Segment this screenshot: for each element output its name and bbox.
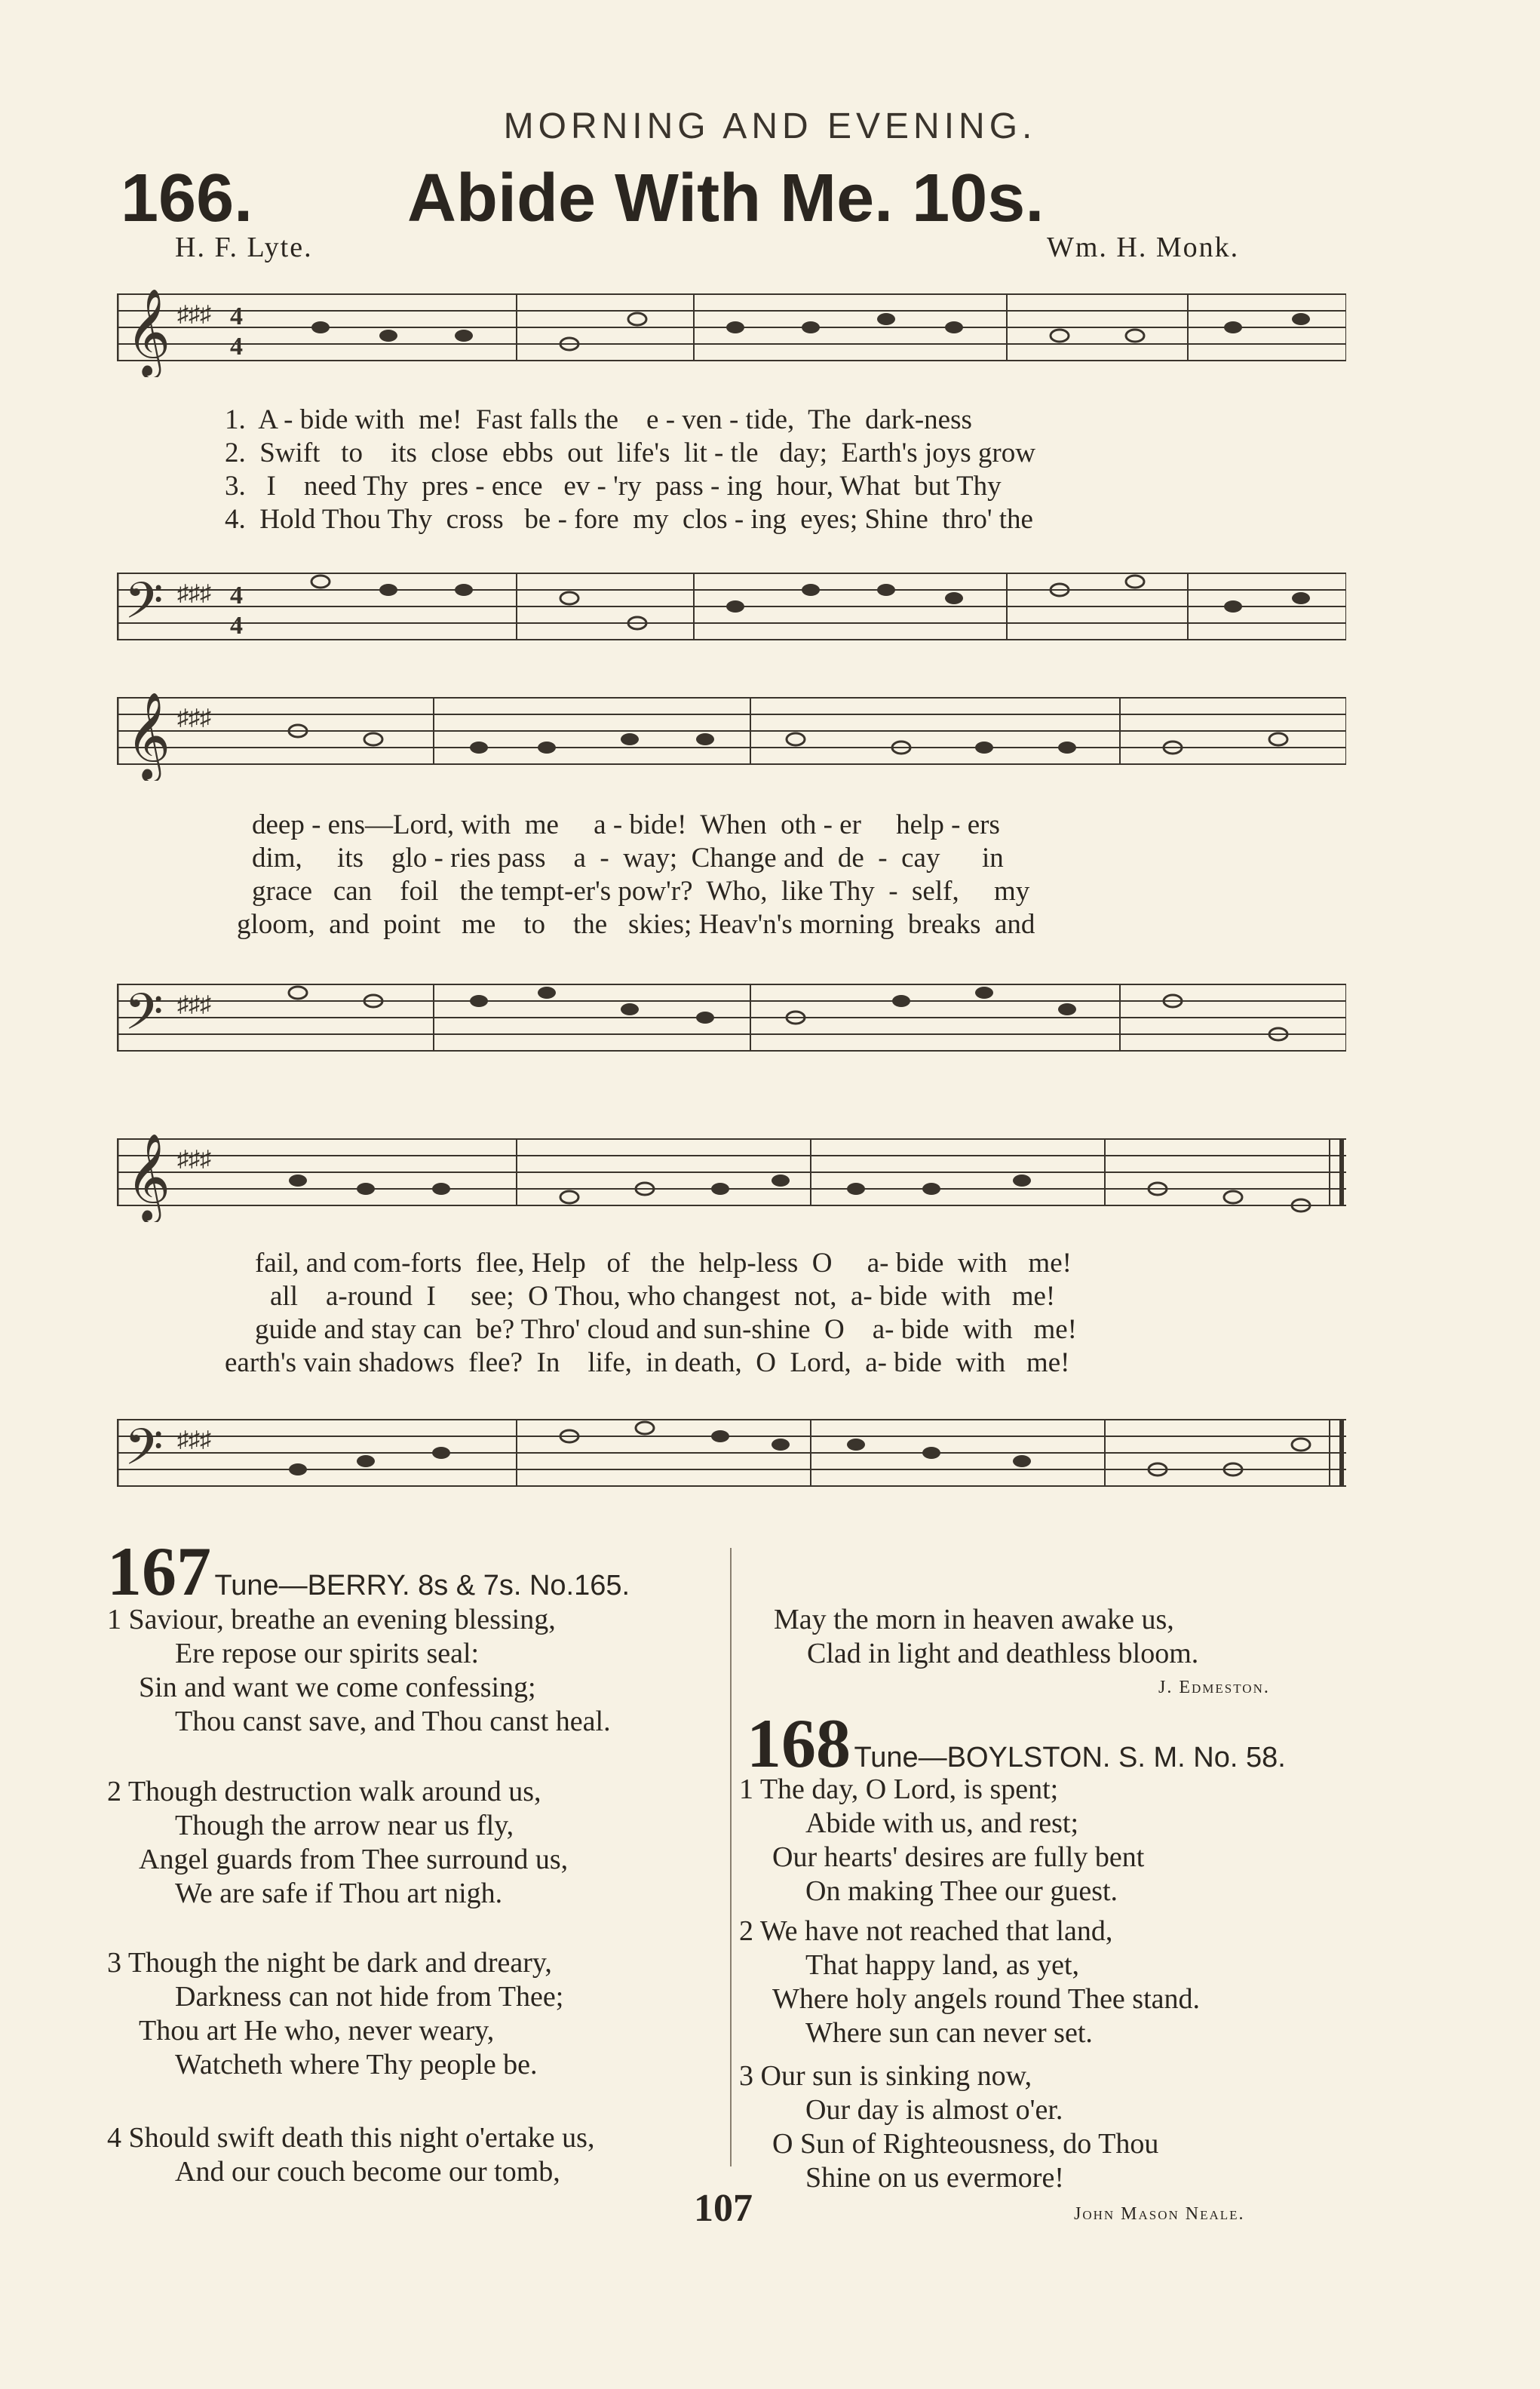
- hymn-168-tune: Tune—BOYLSTON. S. M. No. 58.: [854, 1742, 1286, 1773]
- stanza-line: And our couch become our tomb,: [175, 2156, 560, 2188]
- stanza-line: 2 We have not reached that land,: [739, 1915, 1113, 1947]
- hymn-167-number: 167: [107, 1533, 211, 1610]
- stanza-line: Where holy angels round Thee stand.: [772, 1983, 1201, 2015]
- verse-line: dim, its glo - ries pass a - way; Change and de - cay in: [252, 843, 1004, 874]
- stanza-line: Our hearts' desires are fully bent: [772, 1841, 1145, 1873]
- stanza-line: Shine on us evermore!: [805, 2162, 1064, 2194]
- verse-line: all a-round I see; O Thou, who changest not, a- bide with me!: [270, 1281, 1056, 1312]
- stanza-line: Our day is almost o'er.: [805, 2094, 1063, 2126]
- hymn-166-author: H. F. Lyte.: [175, 232, 313, 263]
- stanza-line: Though the arrow near us fly,: [175, 1810, 514, 1841]
- hymn-167-credit: J. Edmeston.: [1158, 1678, 1270, 1697]
- hymn-167-heading: [107, 1531, 630, 1611]
- stanza-line: Abide with us, and rest;: [805, 1807, 1079, 1839]
- treble-staff-2: [117, 683, 1346, 781]
- hymn-168-heading: [747, 1703, 1286, 1783]
- verse-line: deep - ens—Lord, with me a - bide! When oth - er help - ers: [252, 809, 1000, 840]
- hymn-166-composer: Wm. H. Monk.: [1047, 232, 1240, 263]
- svg-text:♯♯♯: ♯♯♯: [177, 705, 211, 730]
- svg-text:𝄢: 𝄢: [124, 1421, 164, 1488]
- section-heading: MORNING AND EVENING.: [503, 106, 1037, 146]
- stanza-line: Watcheth where Thy people be.: [175, 2049, 538, 2080]
- hymn-168-number: 168: [747, 1705, 851, 1782]
- hymn-166-title: Abide With Me. 10s.: [407, 161, 1045, 236]
- stanza-line: We are safe if Thou art nigh.: [175, 1878, 503, 1909]
- svg-text:𝄞: 𝄞: [126, 290, 171, 374]
- hymn-166-number: 166.: [121, 161, 253, 236]
- verse-line: 3. I need Thy pres - ence ev - 'ry pass - ing hour, What but Thy: [225, 471, 1002, 502]
- svg-text:4: 4: [230, 302, 243, 330]
- stanza-line: Angel guards from Thee surround us,: [139, 1844, 569, 1875]
- svg-text:𝄢: 𝄢: [124, 575, 164, 641]
- bass-staff-1: [117, 558, 1346, 656]
- hymn-168-credit: John Mason Neale.: [1074, 2204, 1245, 2224]
- verse-line: guide and stay can be? Thro' cloud and sun-shine O a- bide with me!: [255, 1314, 1078, 1345]
- treble-staff-1: [117, 279, 1346, 377]
- hymn-167-tune: Tune—BERRY. 8s & 7s. No.165.: [214, 1570, 630, 1601]
- verse-line: 2. Swift to its close ebbs out life's lit - tle day; Earth's joys grow: [225, 438, 1035, 468]
- svg-text:4: 4: [230, 612, 243, 640]
- stanza-line: 3 Our sun is sinking now,: [739, 2060, 1032, 2092]
- svg-text:♯♯♯: ♯♯♯: [177, 302, 211, 327]
- verse-line: earth's vain shadows flee? In life, in death, O Lord, a- bide with me!: [225, 1347, 1070, 1378]
- svg-text:♯♯♯: ♯♯♯: [177, 992, 211, 1017]
- stanza-line: O Sun of Righteousness, do Thou: [772, 2128, 1159, 2160]
- stanza-line: 3 Though the night be dark and dreary,: [107, 1947, 552, 1979]
- svg-text:4: 4: [230, 582, 243, 610]
- stanza-line: May the morn in heaven awake us,: [774, 1604, 1174, 1635]
- svg-text:4: 4: [230, 333, 243, 361]
- stanza-line: Thou art He who, never weary,: [139, 2015, 495, 2047]
- svg-text:𝄞: 𝄞: [126, 1135, 171, 1219]
- svg-text:𝄞: 𝄞: [126, 694, 171, 778]
- stanza-line: Darkness can not hide from Thee;: [175, 1981, 564, 2013]
- stanza-line: Thou canst save, and Thou canst heal.: [175, 1706, 611, 1737]
- stanza-line: 4 Should swift death this night o'ertake us,: [107, 2122, 595, 2154]
- verse-line: 1. A - bide with me! Fast falls the e - ven - tide, The dark-ness: [225, 404, 972, 435]
- stanza-line: On making Thee our guest.: [805, 1875, 1118, 1907]
- svg-text:♯♯♯: ♯♯♯: [177, 581, 211, 606]
- stanza-line: Ere repose our spirits seal:: [175, 1638, 480, 1669]
- stanza-line: Clad in light and deathless bloom.: [807, 1638, 1199, 1669]
- column-divider: [730, 1548, 732, 2166]
- stanza-line: 1 The day, O Lord, is spent;: [739, 1773, 1059, 1805]
- verse-line: gloom, and point me to the skies; Heav'n's morning breaks and: [237, 909, 1035, 940]
- verse-line: fail, and com-forts flee, Help of the help-less O a- bide with me!: [255, 1248, 1072, 1279]
- verse-line: grace can foil the tempt-er's pow'r? Who, like Thy - self, my: [252, 876, 1030, 907]
- svg-text:♯♯♯: ♯♯♯: [177, 1147, 211, 1171]
- bass-staff-2: [117, 969, 1346, 1067]
- verse-line: 4. Hold Thou Thy cross be - fore my clos - ing eyes; Shine thro' the: [225, 504, 1033, 535]
- svg-text:♯♯♯: ♯♯♯: [177, 1427, 211, 1452]
- stanza-line: Where sun can never set.: [805, 2017, 1093, 2049]
- stanza-line: 2 Though destruction walk around us,: [107, 1776, 541, 1807]
- treble-staff-3: [117, 1124, 1346, 1222]
- svg-text:𝄢: 𝄢: [124, 986, 164, 1052]
- stanza-line: 1 Saviour, breathe an evening blessing,: [107, 1604, 556, 1635]
- stanza-line: That happy land, as yet,: [805, 1949, 1080, 1981]
- page-number: 107: [694, 2187, 753, 2230]
- stanza-line: Sin and want we come confessing;: [139, 1672, 536, 1703]
- bass-staff-3: [117, 1405, 1346, 1503]
